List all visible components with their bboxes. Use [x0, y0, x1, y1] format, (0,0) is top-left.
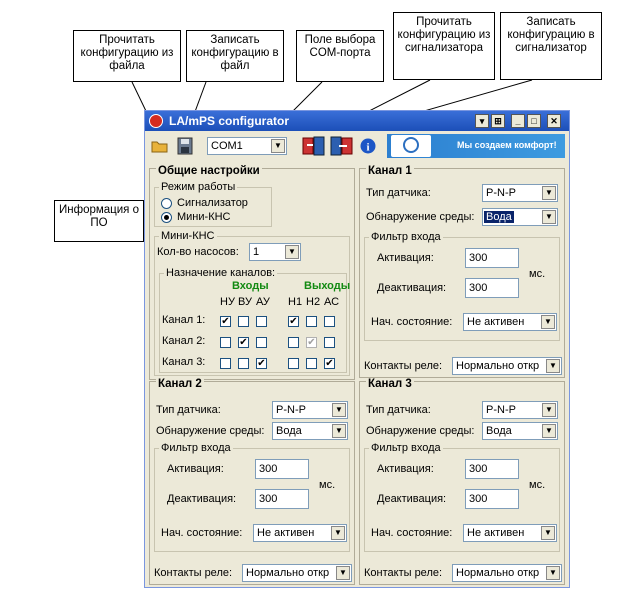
assign-checkbox-ch3-col3[interactable]: ✔ [257, 358, 266, 369]
channel-1-filter-title: Фильтр входа [371, 231, 441, 243]
channel-3-env-label: Обнаружение среды: [366, 425, 475, 437]
channel-3-activation-label: Активация: [377, 463, 434, 475]
channel-1-env-label: Обнаружение среды: [366, 211, 475, 223]
assign-checkbox-ch3-col1[interactable] [220, 358, 231, 369]
channel-3-env-select[interactable] [482, 422, 558, 440]
assign-checkbox-ch2-col2[interactable]: ✔ [239, 337, 248, 348]
channel-2-relay-value: Нормально откр [246, 567, 330, 579]
row-label-channel-2: Канал 2: [162, 335, 206, 347]
col-n1: Н1 [288, 296, 303, 308]
assign-checkbox-ch1-col1[interactable]: ✔ [221, 316, 230, 327]
channel-2-relay-select[interactable] [242, 564, 352, 582]
chevron-down-icon: ▼ [331, 526, 345, 540]
channel-1-sensor-select[interactable] [482, 184, 558, 202]
assign-checkbox-ch1-col4[interactable]: ✔ [289, 316, 298, 327]
device-write-icon[interactable] [329, 135, 355, 157]
general-settings-title: Общие настройки [158, 165, 260, 177]
chevron-down-icon: ▼ [546, 566, 560, 580]
assign-checkbox-ch2-col1[interactable] [220, 337, 231, 348]
channel-3-init-value: Не активен [467, 527, 525, 539]
channel-1-deactivation-input[interactable] [465, 278, 519, 298]
channel-3-filter-title: Фильтр входа [371, 442, 441, 454]
chevron-down-icon: ▼ [336, 566, 350, 580]
chevron-down-icon: ▼ [332, 424, 346, 438]
chevron-down-icon: ▼ [285, 245, 299, 259]
pumps-value: 1 [253, 246, 260, 258]
chevron-down-icon: ▼ [271, 139, 285, 153]
chevron-down-icon: ▼ [542, 186, 556, 200]
channel-1-relay-value: Нормально откр [456, 360, 540, 372]
channel-3-deactivation-value: 300 [469, 493, 488, 505]
callout-write-device: Записать конфигурацию в сигнализатор [500, 12, 602, 80]
channel-assign-title: Назначение каналов: [166, 267, 276, 279]
col-nu: НУ [220, 296, 235, 308]
channel-1-env-select[interactable] [482, 208, 558, 226]
channel-2-deactivation-value: 300 [259, 493, 278, 505]
channel-3-init-select[interactable] [463, 524, 557, 542]
col-n2: Н2 [306, 296, 321, 308]
channel-2-init-value: Не активен [257, 527, 315, 539]
channel-3-title: Канал 3 [368, 378, 412, 390]
channel-1-sensor-value: P-N-P [486, 187, 516, 199]
window-title: LA/mPS configurator [169, 114, 290, 128]
minimize-button[interactable]: _ [511, 114, 525, 128]
chevron-down-icon: ▼ [332, 403, 346, 417]
channel-2-activation-value: 300 [259, 463, 278, 475]
menu-dropdown-button[interactable]: ▾ [475, 114, 489, 128]
assign-checkbox-ch1-col6[interactable] [324, 316, 335, 327]
channel-3-filter-group [364, 442, 560, 552]
svg-text:i: i [366, 141, 370, 154]
mini-kns-group-title: Мини-КНС [161, 230, 215, 242]
channel-2-title: Канал 2 [158, 378, 202, 390]
channel-1-init-label: Нач. состояние: [371, 316, 453, 328]
channel-2-env-label: Обнаружение среды: [156, 425, 265, 437]
channel-1-unit: мс. [529, 268, 546, 280]
channel-1-init-value: Не активен [467, 316, 525, 328]
channel-2-sensor-value: P-N-P [276, 404, 306, 416]
mode-radio-signalizer[interactable] [161, 198, 172, 209]
channel-2-relay-label: Контакты реле: [154, 567, 233, 579]
callout-info: Информация о ПО [54, 200, 144, 242]
chevron-down-icon: ▼ [542, 424, 556, 438]
callout-read-file: Прочитать конфигурацию из файла [73, 30, 181, 82]
folder-icon[interactable] [151, 138, 169, 154]
pin-button[interactable]: ⊞ [491, 114, 505, 128]
channel-3-relay-label: Контакты реле: [364, 567, 443, 579]
com-port-value: COM1 [211, 140, 243, 152]
chevron-down-icon: ▼ [542, 403, 556, 417]
channel-2-sensor-label: Тип датчика: [156, 404, 221, 416]
channel-1-deactivation-value: 300 [469, 282, 488, 294]
channel-3-unit: мс. [529, 479, 546, 491]
channel-2-unit: мс. [319, 479, 336, 491]
channel-3-panel [359, 378, 565, 585]
callout-read-device: Прочитать конфигурацию из сигнализатора [393, 12, 495, 80]
chevron-down-icon: ▼ [541, 315, 555, 329]
channel-1-sensor-label: Тип датчика: [366, 187, 431, 199]
channel-assign-group [159, 267, 351, 373]
channel-3-deactivation-input[interactable] [465, 489, 519, 509]
mode-group [154, 181, 272, 227]
pumps-label: Кол-во насосов: [157, 246, 239, 258]
col-vu: ВУ [238, 296, 252, 308]
channel-2-deactivation-label: Деактивация: [167, 493, 237, 505]
row-label-channel-3: Канал 3: [162, 356, 206, 368]
pumps-select[interactable] [249, 243, 301, 261]
mode-label-mini-kns: Мини-КНС [177, 211, 231, 223]
assign-checkbox-ch3-col6[interactable]: ✔ [325, 358, 334, 369]
assign-checkbox-ch2-col4[interactable] [288, 337, 299, 348]
chevron-down-icon: ▼ [541, 526, 555, 540]
toolbar [145, 132, 569, 160]
channel-2-sensor-select[interactable] [272, 401, 348, 419]
company-banner [387, 134, 565, 158]
company-logo-icon [391, 135, 431, 157]
channel-1-title: Канал 1 [368, 165, 412, 177]
channel-2-deactivation-input[interactable] [255, 489, 309, 509]
mode-label-signalizer: Сигнализатор [177, 197, 248, 209]
channel-2-env-select[interactable] [272, 422, 348, 440]
general-settings-panel [149, 165, 355, 380]
channel-2-env-value: Вода [276, 425, 302, 437]
channel-2-panel [149, 378, 355, 585]
info-icon[interactable] [360, 138, 376, 154]
assign-checkbox-ch3-col4[interactable] [288, 358, 299, 369]
col-au: АУ [256, 296, 270, 308]
floppy-disk-icon[interactable] [177, 137, 193, 155]
channel-3-sensor-select[interactable] [482, 401, 558, 419]
channel-1-env-value: Вода [486, 211, 512, 223]
callout-port-field: Поле выбора COM-порта [296, 30, 384, 82]
assign-checkbox-ch3-col5[interactable] [306, 358, 317, 369]
mode-group-title: Режим работы [161, 181, 236, 193]
channel-2-init-label: Нач. состояние: [161, 527, 243, 539]
col-as: АС [324, 296, 340, 308]
close-button[interactable]: ✕ [547, 114, 561, 128]
row-label-channel-1: Канал 1: [162, 314, 206, 326]
channel-2-init-select[interactable] [253, 524, 347, 542]
channel-1-deactivation-label: Деактивация: [377, 282, 447, 294]
channel-3-sensor-label: Тип датчика: [366, 404, 431, 416]
banner-slogan: Мы создаем комфорт! [457, 140, 557, 150]
assign-checkbox-ch2-col5[interactable]: ✔ [307, 337, 316, 348]
chevron-down-icon: ▼ [542, 210, 556, 224]
assign-checkbox-ch2-col3[interactable] [256, 337, 267, 348]
com-port-select[interactable] [207, 137, 287, 155]
channel-3-activation-value: 300 [469, 463, 488, 475]
channel-3-env-value: Вода [486, 425, 512, 437]
channel-2-filter-title: Фильтр входа [161, 442, 231, 454]
assign-checkbox-ch1-col2[interactable] [238, 316, 249, 327]
assign-checkbox-ch1-col3[interactable] [256, 316, 267, 327]
channel-1-activation-label: Активация: [377, 252, 434, 264]
assign-checkbox-ch1-col5[interactable] [306, 316, 317, 327]
channel-1-activation-value: 300 [469, 252, 488, 264]
channel-1-relay-select[interactable] [452, 357, 562, 375]
channel-3-init-label: Нач. состояние: [371, 527, 453, 539]
channel-3-relay-select[interactable] [452, 564, 562, 582]
channel-1-panel [359, 165, 565, 378]
channel-1-filter-group [364, 231, 560, 341]
channel-3-sensor-value: P-N-P [486, 404, 516, 416]
title-bar [145, 111, 569, 131]
configurator-window [144, 110, 570, 588]
outputs-header: Выходы [304, 280, 351, 292]
channel-2-activation-input[interactable] [255, 459, 309, 479]
app-logo-icon [149, 114, 163, 128]
channel-2-activation-label: Активация: [167, 463, 224, 475]
mini-kns-group [154, 230, 351, 376]
callout-write-file: Записать конфигурацию в файл [186, 30, 284, 82]
assign-checkbox-ch2-col6[interactable] [324, 337, 335, 348]
channel-1-init-select[interactable] [463, 313, 557, 331]
channel-3-activation-input[interactable] [465, 459, 519, 479]
channel-3-deactivation-label: Деактивация: [377, 493, 447, 505]
inputs-header: Входы [232, 280, 269, 292]
maximize-button[interactable]: □ [527, 114, 541, 128]
channel-2-filter-group [154, 442, 350, 552]
chevron-down-icon: ▼ [546, 359, 560, 373]
device-read-icon[interactable] [301, 135, 327, 157]
channel-1-activation-input[interactable] [465, 248, 519, 268]
channel-1-relay-label: Контакты реле: [364, 360, 443, 372]
channel-3-relay-value: Нормально откр [456, 567, 540, 579]
mode-radio-mini-kns[interactable] [161, 212, 172, 223]
assign-checkbox-ch3-col2[interactable] [238, 358, 249, 369]
